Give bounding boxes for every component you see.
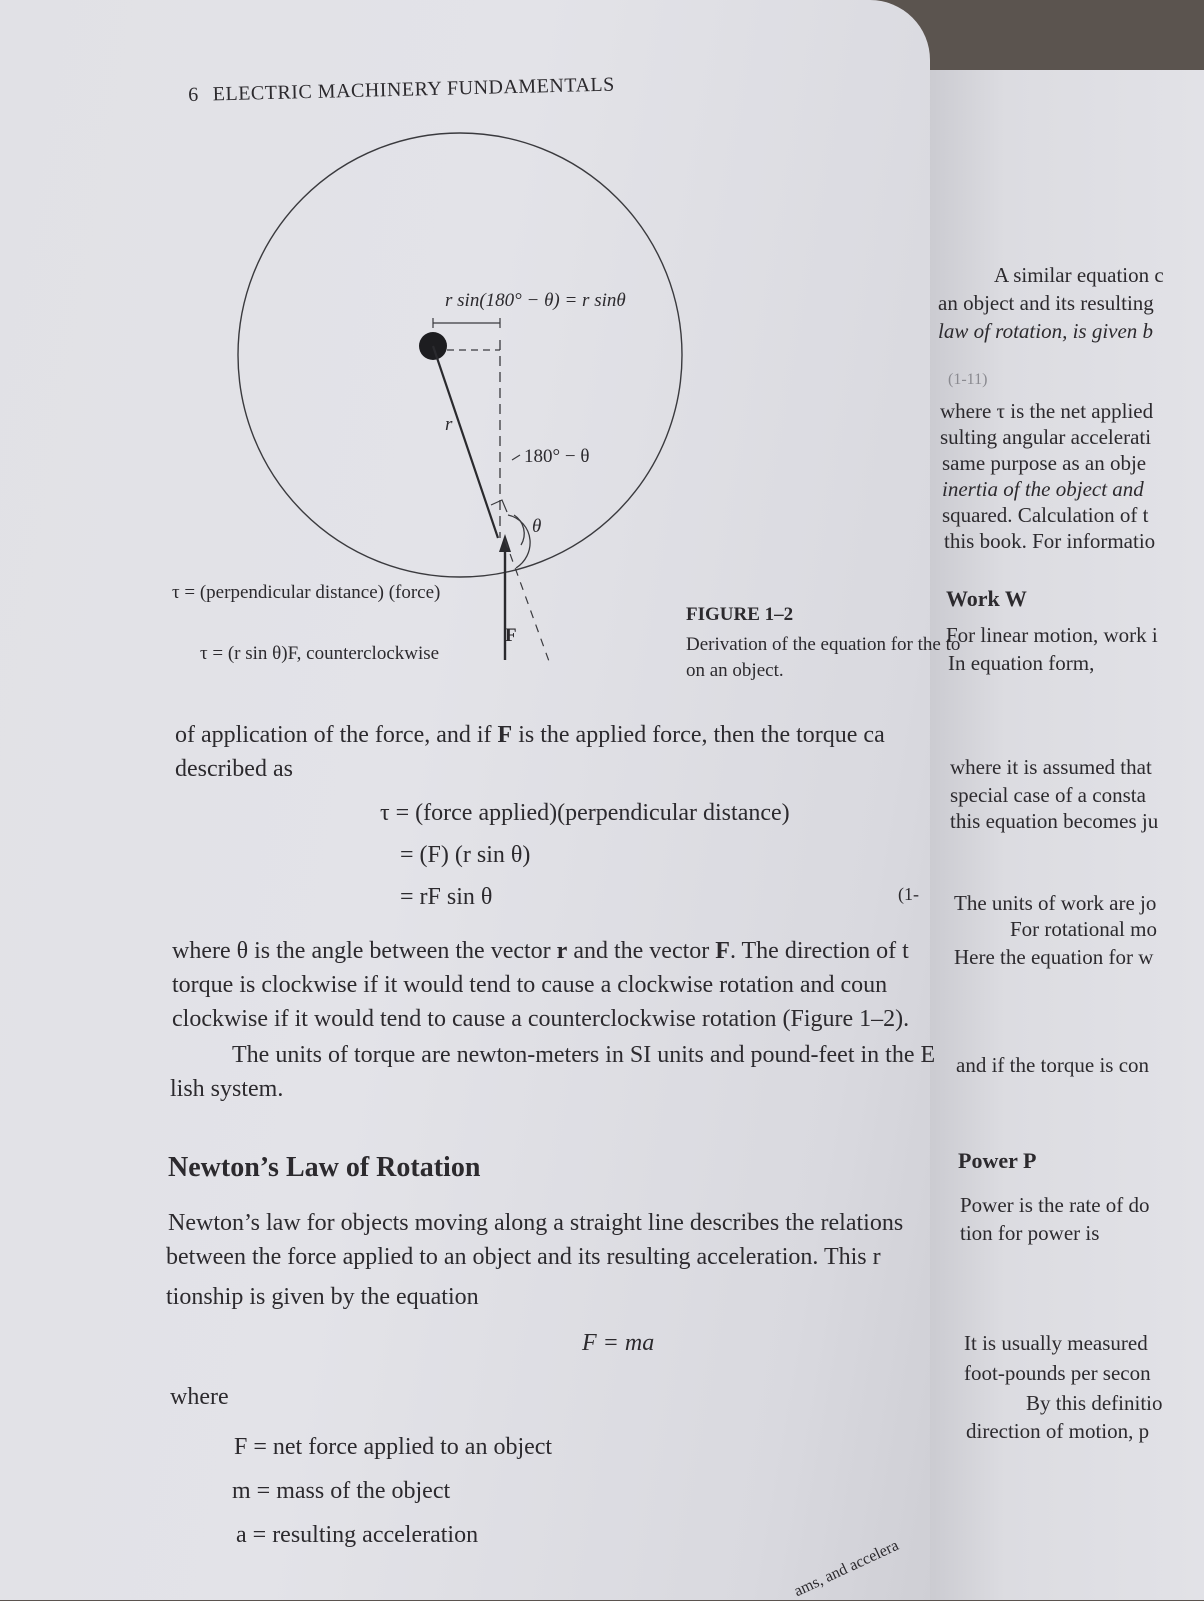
- right-p7-line2: tion for power is: [960, 1221, 1100, 1245]
- paragraph-1-line-2: described as: [175, 756, 293, 782]
- right-p4-line1: where it is assumed that: [950, 755, 1152, 779]
- right-p5-line3: Here the equation for w: [954, 945, 1154, 969]
- paragraph-2-line-3: clockwise if it would tend to cause a counterclockwise rotation (Figure 1–2).: [172, 1006, 910, 1032]
- torque-equation-2: = (F) (r sin θ): [400, 842, 531, 868]
- section-heading: Newton’s Law of Rotation: [168, 1152, 481, 1183]
- label-supplementary-angle: 180° − θ: [524, 446, 590, 467]
- paragraph-4-line-2: between the force applied to an object and its resulting acceleration. This r: [166, 1244, 881, 1270]
- right-p2-line1: where τ is the net applied: [940, 399, 1154, 423]
- right-p1-line1: A similar equation c: [994, 263, 1164, 287]
- book-title: ELECTRIC MACHINERY FUNDAMENTALS: [212, 73, 615, 106]
- right-p4-line2: special case of a consta: [950, 783, 1146, 807]
- right-p8-line1: It is usually measured: [964, 1331, 1148, 1355]
- paragraph-2-line-1: where θ is the angle between the vector r and the vector F. The direction of t: [172, 938, 909, 964]
- right-p8-line3: By this definitio: [1026, 1391, 1163, 1415]
- work-heading: Work W: [946, 586, 1027, 611]
- right-p2-line6: this book. For informatio: [944, 529, 1156, 553]
- figure-caption-line2: on an object.: [686, 660, 784, 681]
- label-r: r: [445, 414, 453, 435]
- right-p1-line2: an object and its resulting: [938, 291, 1154, 315]
- right-p1-line3: law of rotation, is given b: [938, 319, 1154, 343]
- figure-caption-title: FIGURE 1–2: [686, 604, 794, 625]
- right-p2-line2: sulting angular accelerati: [940, 425, 1152, 449]
- paragraph-3-line-2: lish system.: [170, 1076, 284, 1102]
- right-p4-line3: this equation becomes ju: [950, 809, 1159, 833]
- paragraph-1-line-1: of application of the force, and if F is the applied force, then the torque ca: [175, 722, 885, 748]
- right-p5-line2: For rotational mo: [1010, 917, 1157, 941]
- newton-equation: F = ma: [582, 1330, 655, 1356]
- figure-eq-1: τ = (perpendicular distance) (force): [172, 582, 441, 603]
- right-p2-line5: squared. Calculation of t: [942, 503, 1149, 527]
- label-r-sin: r sin(180° − θ) = r sinθ: [445, 290, 626, 311]
- label-theta: θ: [532, 516, 542, 537]
- right-p7-line1: Power is the rate of do: [960, 1193, 1150, 1217]
- right-p3-line1: For linear motion, work i: [946, 623, 1158, 647]
- label-force: F: [505, 625, 517, 646]
- torque-equation-3: = rF sin θ: [400, 884, 493, 910]
- definition-mass: m = mass of the object: [232, 1478, 451, 1504]
- figure-eq-2: τ = (r sin θ)F, counterclockwise: [200, 643, 440, 664]
- right-p5-line1: The units of work are jo: [954, 891, 1157, 915]
- paragraph-4-line-3: tionship is given by the equation: [166, 1284, 479, 1310]
- footer-fragment: ams, and accelera: [791, 1536, 902, 1601]
- radius-line: [433, 346, 498, 538]
- torque-equation-1: τ = (force applied)(perpendicular distance): [380, 800, 790, 826]
- torque-figure: [0, 0, 930, 700]
- right-p6-line1: and if the torque is con: [956, 1053, 1150, 1077]
- paragraph-4-line-1: Newton’s law for objects moving along a straight line describes the relations: [168, 1210, 904, 1236]
- right-p8-line2: foot-pounds per secon: [964, 1361, 1151, 1385]
- right-p3-line2: In equation form,: [948, 651, 1095, 675]
- equation-number: (1-: [898, 884, 919, 904]
- figure-caption-line1: Derivation of the equation for the to: [686, 634, 961, 655]
- paragraph-3-line-1: The units of torque are newton-meters in SI units and pound-feet in the E: [232, 1042, 936, 1068]
- right-p2-line3: same purpose as an obje: [942, 451, 1147, 475]
- right-eq-number: (1-11): [948, 371, 988, 388]
- page-number: 6: [188, 83, 200, 106]
- definition-force: F = net force applied to an object: [234, 1434, 553, 1460]
- rotation-circle: [238, 133, 682, 577]
- right-p8-line4: direction of motion, p: [966, 1419, 1150, 1443]
- paragraph-2-line-2: torque is clockwise if it would tend to cause a clockwise rotation and coun: [172, 972, 888, 998]
- power-heading: Power P: [958, 1148, 1037, 1173]
- where-label: where: [170, 1384, 229, 1410]
- right-p2-line4: inertia of the object and: [942, 477, 1144, 501]
- definition-acceleration: a = resulting acceleration: [236, 1522, 479, 1548]
